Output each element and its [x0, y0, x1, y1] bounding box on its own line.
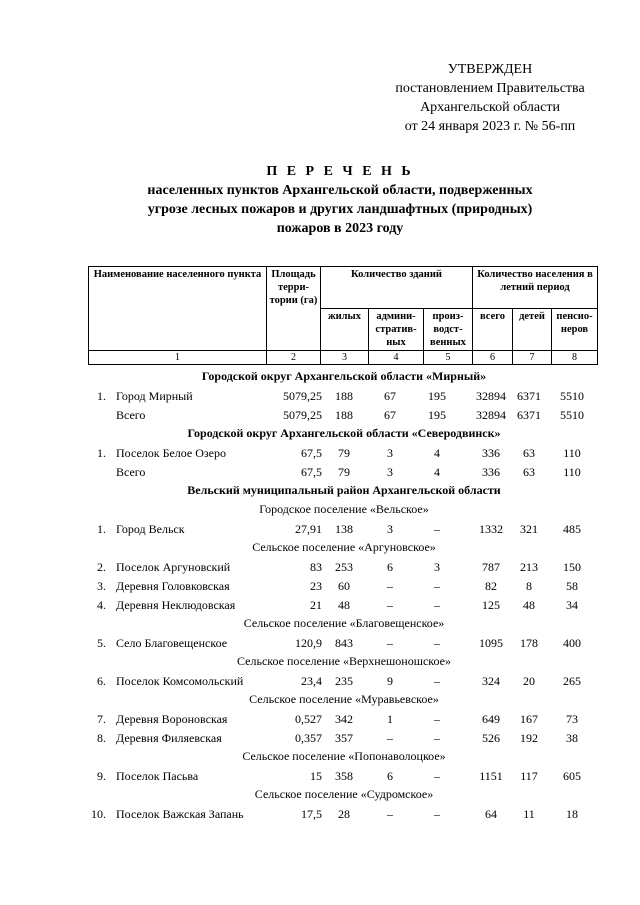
industrial-count: –	[434, 636, 440, 650]
residential-count: 28	[338, 807, 350, 821]
area-value: 17,5	[301, 807, 322, 821]
area-value: 23,4	[301, 674, 322, 688]
header-children: детей	[513, 309, 552, 351]
admin-count: 1	[387, 712, 393, 726]
table-row	[0, 444, 640, 463]
industrial-count: 3	[434, 560, 440, 574]
industrial-count: 195	[428, 389, 446, 403]
header-area: Площадь терри- тории (га)	[267, 267, 321, 351]
population-total: 1151	[479, 769, 503, 783]
table-row	[0, 767, 640, 786]
row-number: 7.	[97, 712, 106, 726]
population-total: 324	[482, 674, 500, 688]
admin-count: 67	[384, 389, 396, 403]
settlement-name: Деревня Филяевская	[116, 731, 222, 745]
residential-count: 843	[335, 636, 353, 650]
population-total: 649	[482, 712, 500, 726]
pensioners-count: 5510	[560, 408, 584, 422]
settlement-group-heading	[0, 786, 640, 805]
pensioners-count: 18	[566, 807, 578, 821]
population-total: 125	[482, 598, 500, 612]
table-row	[0, 463, 640, 482]
table-body	[0, 368, 640, 824]
header-pensioners: пенсио- неров	[552, 309, 598, 351]
approval-line: постановлением Правительства	[395, 81, 585, 96]
area-value: 67,5	[301, 446, 322, 460]
population-total: 787	[482, 560, 500, 574]
industrial-count: –	[434, 598, 440, 612]
population-total: 32894	[476, 408, 506, 422]
settlement-group-heading	[0, 748, 640, 767]
table-row	[0, 596, 640, 615]
header-num: 4	[369, 351, 424, 365]
children-count: 8	[526, 579, 532, 593]
admin-count: –	[387, 807, 393, 821]
table-row	[0, 729, 640, 748]
population-total: 336	[482, 465, 500, 479]
admin-count: 9	[387, 674, 393, 688]
table-row	[0, 558, 640, 577]
children-count: 63	[523, 446, 535, 460]
title-heading: П Е Р Е Ч Е Н Ь	[266, 164, 414, 179]
table-header	[88, 266, 598, 365]
residential-count: 79	[338, 446, 350, 460]
children-count: 192	[520, 731, 538, 745]
pensioners-count: 34	[566, 598, 578, 612]
industrial-count: 4	[434, 446, 440, 460]
industrial-count: –	[434, 731, 440, 745]
residential-count: 60	[338, 579, 350, 593]
approval-stamp	[360, 60, 620, 136]
residential-count: 342	[335, 712, 353, 726]
residential-count: 48	[338, 598, 350, 612]
area-value: 0,527	[295, 712, 322, 726]
industrial-count: –	[434, 522, 440, 536]
settlement-name: Поселок Важская Запань	[116, 807, 244, 821]
pensioners-count: 605	[563, 769, 581, 783]
population-total: 32894	[476, 389, 506, 403]
pensioners-count: 58	[566, 579, 578, 593]
settlement-group-heading	[0, 501, 640, 520]
settlement-group-heading	[0, 691, 640, 710]
settlement-name: Поселок Белое Озеро	[116, 446, 226, 460]
settlement-group-heading	[0, 615, 640, 634]
area-value: 5079,25	[283, 389, 322, 403]
row-number: 5.	[97, 636, 106, 650]
row-number: 3.	[97, 579, 106, 593]
industrial-count: –	[434, 579, 440, 593]
residential-count: 188	[335, 408, 353, 422]
section-label: Городской округ Архангельской области «Мирный»	[201, 369, 487, 383]
section-label: Сельское поселение «Муравьевское»	[249, 692, 439, 706]
settlement-name: Деревня Головковская	[116, 579, 230, 593]
area-value: 67,5	[301, 465, 322, 479]
header-num: 5	[424, 351, 473, 365]
pensioners-count: 73	[566, 712, 578, 726]
section-label: Городское поселение «Вельское»	[259, 502, 429, 516]
header-admin: админи- стратив- ных	[369, 309, 424, 351]
residential-count: 358	[335, 769, 353, 783]
header-num: 2	[267, 351, 321, 365]
row-number: 9.	[97, 769, 106, 783]
area-value: 23	[310, 579, 322, 593]
residential-count: 138	[335, 522, 353, 536]
residential-count: 79	[338, 465, 350, 479]
header-residential: жилых	[321, 309, 369, 351]
row-number: 1.	[97, 522, 106, 536]
industrial-count: 195	[428, 408, 446, 422]
children-count: 117	[520, 769, 538, 783]
document-title	[60, 162, 620, 238]
approval-date: от 24 января 2023 г. № 56-пп	[404, 119, 576, 134]
admin-count: 3	[387, 465, 393, 479]
pensioners-count: 400	[563, 636, 581, 650]
section-label: Сельское поселение «Верхнешоношское»	[237, 654, 451, 668]
pensioners-count: 5510	[560, 389, 584, 403]
industrial-count: –	[434, 769, 440, 783]
pensioners-count: 150	[563, 560, 581, 574]
settlement-name: Деревня Вороновская	[116, 712, 228, 726]
population-total: 1332	[479, 522, 503, 536]
table-row	[0, 520, 640, 539]
pensioners-count: 265	[563, 674, 581, 688]
header-num: 7	[513, 351, 552, 365]
admin-count: –	[387, 579, 393, 593]
section-label: Сельское поселение «Судромское»	[254, 787, 434, 801]
industrial-count: –	[434, 674, 440, 688]
children-count: 63	[523, 465, 535, 479]
settlement-name: Всего	[116, 465, 146, 479]
children-count: 178	[520, 636, 538, 650]
district-heading	[0, 482, 640, 501]
area-value: 5079,25	[283, 408, 322, 422]
table-row	[0, 710, 640, 729]
area-value: 83	[310, 560, 322, 574]
admin-count: 67	[384, 408, 396, 422]
header-total: всего	[473, 309, 513, 351]
header-num: 1	[89, 351, 267, 365]
approval-line: Архангельской области	[420, 100, 560, 115]
admin-count: 6	[387, 769, 393, 783]
admin-count: 6	[387, 560, 393, 574]
settlement-name: Поселок Комсомольский	[116, 674, 244, 688]
population-total: 336	[482, 446, 500, 460]
industrial-count: 4	[434, 465, 440, 479]
table-row	[0, 387, 640, 406]
row-number: 6.	[97, 674, 106, 688]
industrial-count: –	[434, 712, 440, 726]
children-count: 6371	[517, 389, 541, 403]
district-heading	[0, 425, 640, 444]
population-total: 526	[482, 731, 500, 745]
children-count: 48	[523, 598, 535, 612]
header-num: 3	[321, 351, 369, 365]
header-industrial: произ- водст- венных	[424, 309, 473, 351]
table-row	[0, 634, 640, 653]
approval-title: УТВЕРЖДЕН	[447, 62, 533, 77]
table-row	[0, 406, 640, 425]
header-population: Количество населения в летний период	[473, 267, 598, 309]
settlement-name: Город Мирный	[116, 389, 193, 403]
pensioners-count: 110	[563, 465, 581, 479]
settlement-name: Деревня Неклюдовская	[116, 598, 236, 612]
district-heading	[0, 368, 640, 387]
children-count: 167	[520, 712, 538, 726]
settlement-name: Поселок Пасьва	[116, 769, 199, 783]
row-number: 4.	[97, 598, 106, 612]
row-number: 1.	[97, 389, 106, 403]
population-total: 82	[485, 579, 497, 593]
title-line: населенных пунктов Архангельской области, подверженных	[147, 183, 533, 198]
header-num: 6	[473, 351, 513, 365]
settlement-group-heading	[0, 653, 640, 672]
table-row	[0, 577, 640, 596]
pensioners-count: 110	[563, 446, 581, 460]
section-label: Вельский муниципальный район Архангельской области	[187, 483, 501, 497]
row-number: 1.	[97, 446, 106, 460]
admin-count: 3	[387, 522, 393, 536]
section-label: Городской округ Архангельской области «Северодвинск»	[187, 426, 501, 440]
section-label: Сельское поселение «Благовещенское»	[243, 616, 445, 630]
section-label: Сельское поселение «Попонаволоцкое»	[242, 749, 446, 763]
table-row	[0, 805, 640, 824]
residential-count: 253	[335, 560, 353, 574]
area-value: 15	[310, 769, 322, 783]
title-line: угрозе лесных пожаров и других ландшафтных (природных)	[147, 202, 533, 217]
area-value: 0,357	[295, 731, 322, 745]
settlement-name: Всего	[116, 408, 146, 422]
area-value: 21	[310, 598, 322, 612]
pensioners-count: 485	[563, 522, 581, 536]
admin-count: –	[387, 598, 393, 612]
settlement-name: Село Благовещенское	[116, 636, 228, 650]
admin-count: 3	[387, 446, 393, 460]
residential-count: 188	[335, 389, 353, 403]
children-count: 6371	[517, 408, 541, 422]
industrial-count: –	[434, 807, 440, 821]
row-number: 10.	[91, 807, 106, 821]
admin-count: –	[387, 731, 393, 745]
settlement-name: Поселок Аргуновский	[116, 560, 231, 574]
settlement-name: Город Вельск	[116, 522, 185, 536]
children-count: 213	[520, 560, 538, 574]
children-count: 321	[520, 522, 538, 536]
title-line: пожаров в 2023 году	[276, 221, 404, 236]
table-row	[0, 672, 640, 691]
children-count: 11	[523, 807, 535, 821]
header-num: 8	[552, 351, 598, 365]
row-number: 8.	[97, 731, 106, 745]
pensioners-count: 38	[566, 731, 578, 745]
population-total: 64	[485, 807, 497, 821]
residential-count: 357	[335, 731, 353, 745]
row-number: 2.	[97, 560, 106, 574]
children-count: 20	[523, 674, 535, 688]
population-total: 1095	[479, 636, 503, 650]
residential-count: 235	[335, 674, 353, 688]
area-value: 120,9	[295, 636, 322, 650]
area-value: 27,91	[295, 522, 322, 536]
settlement-group-heading	[0, 539, 640, 558]
section-label: Сельское поселение «Аргуновское»	[252, 540, 436, 554]
header-name: Наименование населенного пункта	[89, 267, 267, 351]
header-buildings: Количество зданий	[321, 267, 473, 309]
admin-count: –	[387, 636, 393, 650]
